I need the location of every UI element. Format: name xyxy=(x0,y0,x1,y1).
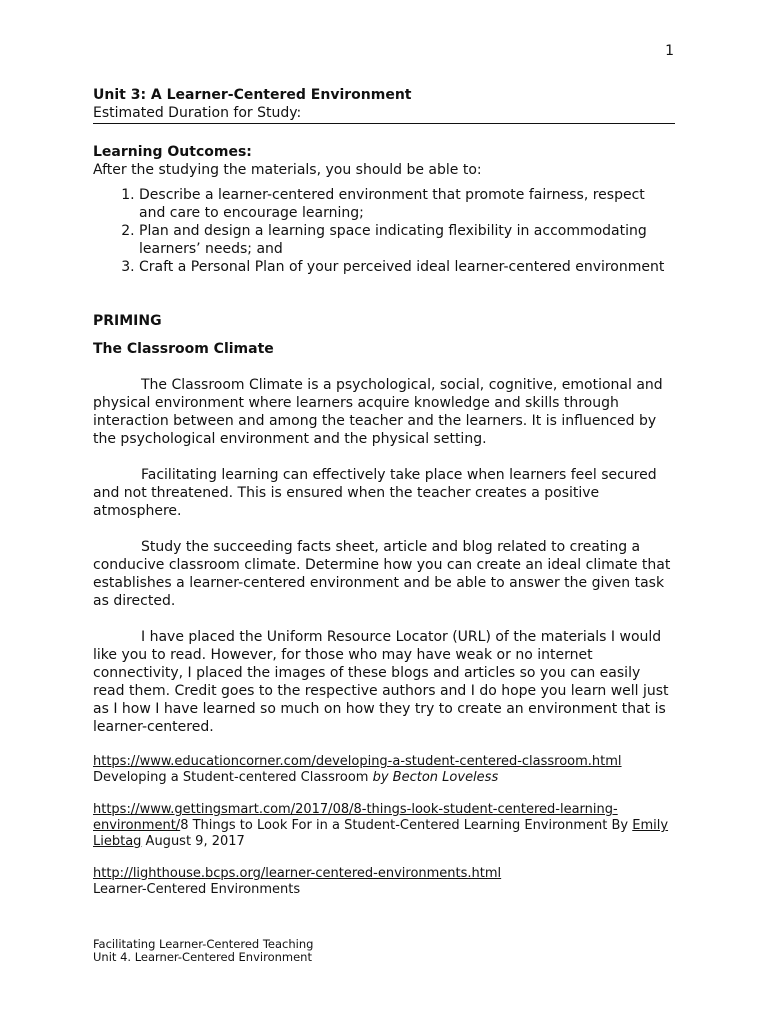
reference-item xyxy=(93,754,675,786)
reference-date: August 9, 2017 xyxy=(141,834,245,849)
page-number: 1 xyxy=(665,43,674,59)
paragraph: I have placed the Uniform Resource Locator (URL) of the materials I would like you to read. However, for those who may have weak or no internet connectivity, I placed the images of these blogs and articles so you can easily read them. Credit goes to the respective authors and I do hope you learn well just as I how I have learned so much on how they try to create an environment that is learner-centered. xyxy=(93,629,669,735)
outcome-item: 1. Describe a learner-centered environment that promote fairness, respect and care to encourage learning; xyxy=(139,186,675,222)
priming-heading: PRIMING xyxy=(93,313,162,329)
unit-title: Unit 3: A Learner-Centered Environment xyxy=(93,87,412,103)
outcomes-heading: Learning Outcomes: xyxy=(93,144,252,160)
reference-author: by Becton Loveless xyxy=(372,770,499,785)
outcomes-intro: After the studying the materials, you should be able to: xyxy=(93,162,482,178)
references xyxy=(93,754,675,898)
page-footer xyxy=(93,938,313,964)
climate-heading: The Classroom Climate xyxy=(93,341,274,357)
reference-title: Learner-Centered Environments xyxy=(93,882,301,897)
reference-title: 8 Things to Look For in a Student-Centered Learning Environment By xyxy=(180,818,633,833)
reference-link[interactable]: http://lighthouse.bcps.org/learner-centered-environments.html xyxy=(93,866,502,881)
reference-link[interactable]: https://www.gettingsmart.com/2017/08/8-things-look-student-centered-learning-environment/ xyxy=(93,802,618,833)
reference-title: Developing a Student-centered Classroom xyxy=(93,770,373,785)
footer-line: Unit 4. Learner-Centered Environment xyxy=(93,950,312,964)
paragraph: Facilitating learning can effectively take place when learners feel secured and not threatened. This is ensured when the teacher creates a positive atmosphere. xyxy=(93,467,657,519)
paragraph: Study the succeeding facts sheet, article and blog related to creating a conducive classroom climate. Determine how you can create an ideal climate that establishes a learner-centered environment and be able to answer the given task as directed. xyxy=(93,539,671,609)
reference-item xyxy=(93,866,675,898)
outcomes-list xyxy=(93,186,675,276)
duration-label: Estimated Duration for Study: xyxy=(93,104,675,124)
outcome-item: 2. Plan and design a learning space indicating flexibility in accommodating learners’ needs; and xyxy=(139,222,675,258)
paragraph: The Classroom Climate is a psychological, social, cognitive, emotional and physical environment where learners acquire knowledge and skills through interaction between and among the teacher and the learners. It is influenced by the psychological environment and the physical setting. xyxy=(93,377,663,447)
footer-line: Facilitating Learner-Centered Teaching xyxy=(93,937,314,951)
document-body xyxy=(93,86,675,914)
outcome-item: 3. Craft a Personal Plan of your perceived ideal learner-centered environment xyxy=(139,258,675,276)
reference-link[interactable]: https://www.educationcorner.com/developing-a-student-centered-classroom.html xyxy=(93,754,622,769)
reference-item xyxy=(93,802,675,850)
reference-author-link[interactable]: Emily Liebtag xyxy=(93,818,669,849)
